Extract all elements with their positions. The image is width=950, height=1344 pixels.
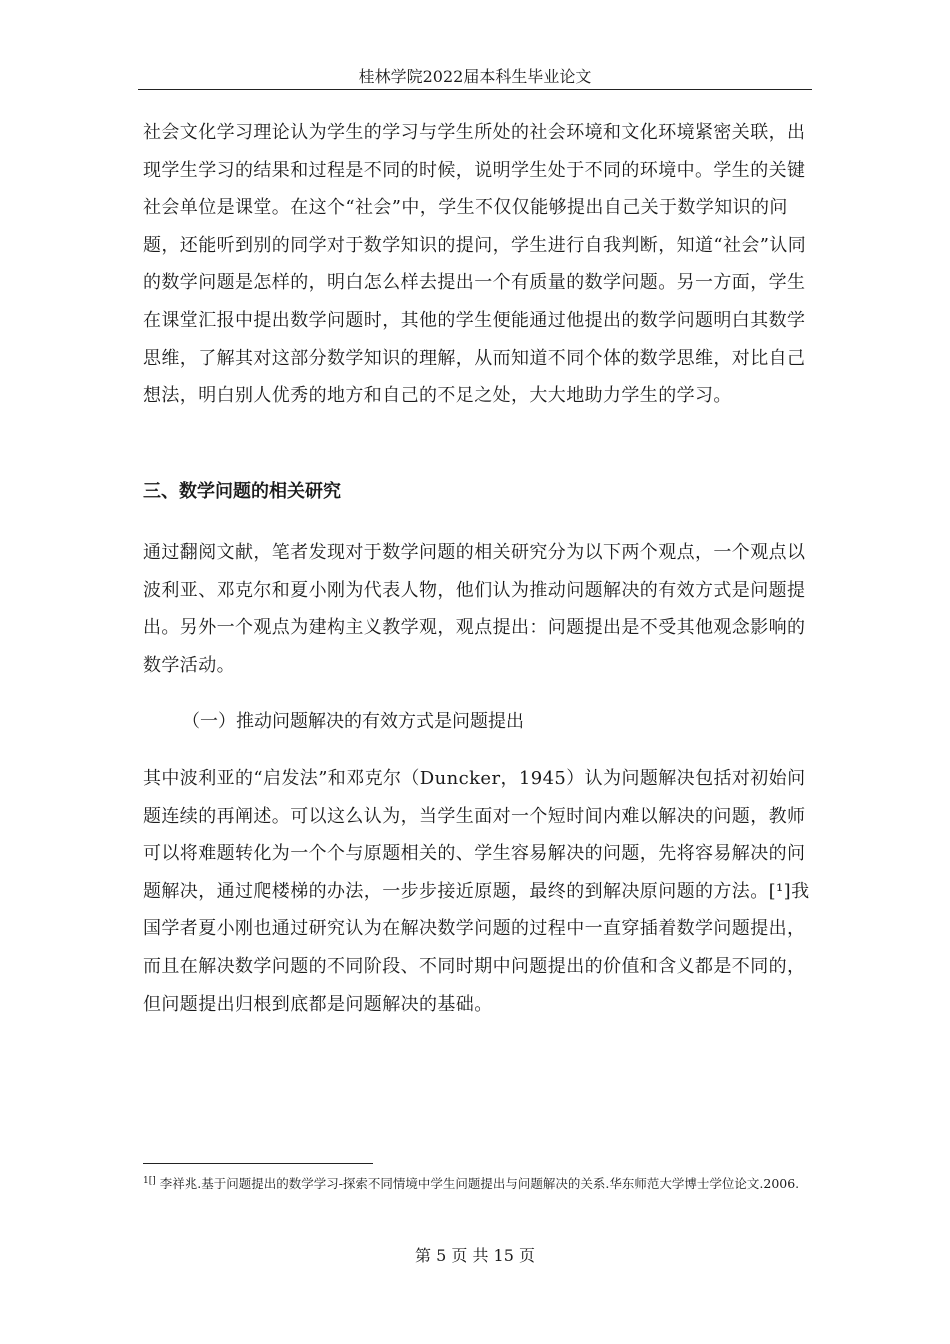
header-divider xyxy=(138,89,812,90)
footnote-mark: 1[] xyxy=(143,1176,156,1186)
body-paragraph-3 xyxy=(143,760,813,1023)
footnote xyxy=(143,1171,808,1194)
paragraph-3-part-b: 我国学者夏小刚也通过研究认为在解决数学问题的过程中一直穿插着数学问题提出，而且在解决数学问题的不同阶段、不同时期中问题提出的价值和含义都是不同的，但问题提出归根到底都是问题解决的基础。 xyxy=(143,880,810,1015)
paragraph-3-part-a: 其中波利亚的“启发法”和邓克尔（Duncker，1945）认为问题解决包括对初始问题连续的再阐述。可以这么认为，当学生面对一个短时间内难以解决的问题，教师可以将难题转化为一个个与原题相关的、学生容易解决的问题，先将容易解决的问题解决，通过爬楼梯的办法，一步步接近原题，最终的到解决原问题的方法。 xyxy=(143,768,806,902)
citation-marker: [¹] xyxy=(768,880,792,902)
footnote-text: 李祥兆.基于问题提出的数学学习-探索不同情境中学生问题提出与问题解决的关系.华东师范大学博士学位论文.2006. xyxy=(155,1176,800,1192)
page-header: 桂林学院2022届本科生毕业论文 xyxy=(358,67,592,86)
body-paragraph-1: 社会文化学习理论认为学生的学习与学生所处的社会环境和文化环境紧密关联，出现学生学习的结果和过程是不同的时候，说明学生处于不同的环境中。学生的关键社会单位是课堂。在这个“社会”中，学生不仅仅能够提出自己关于数学知识的问题，还能听到别的同学对于数学知识的提问，学生进行自我判断，知道“社会”认同的数学问题是怎样的，明白怎么样去提出一个有质量的数学问题。另一方面，学生在课堂汇报中提出数学问题时，其他的学生便能通过他提出的数学问题明白其数学思维，了解其对这部分数学知识的理解，从而知道不同个体的数学思维，对比自己想法，明白别人优秀的地方和自己的不足之处，大大地助力学生的学习。 xyxy=(143,122,807,407)
body-paragraph-2: 通过翻阅文献，笔者发现对于数学问题的相关研究分为以下两个观点，一个观点以波利亚、邓克尔和夏小刚为代表人物，他们认为推动问题解决的有效方式是问题提出。另外一个观点为建构主义教学观，观点提出：问题提出是不受其他观念影响的数学活动。 xyxy=(143,542,806,676)
footnote-divider xyxy=(143,1163,373,1164)
subsection-heading: （一）推动问题解决的有效方式是问题提出 xyxy=(182,711,524,732)
section-heading: 三、数学问题的相关研究 xyxy=(143,481,341,502)
page-number: 第 5 页 共 15 页 xyxy=(415,1246,535,1265)
